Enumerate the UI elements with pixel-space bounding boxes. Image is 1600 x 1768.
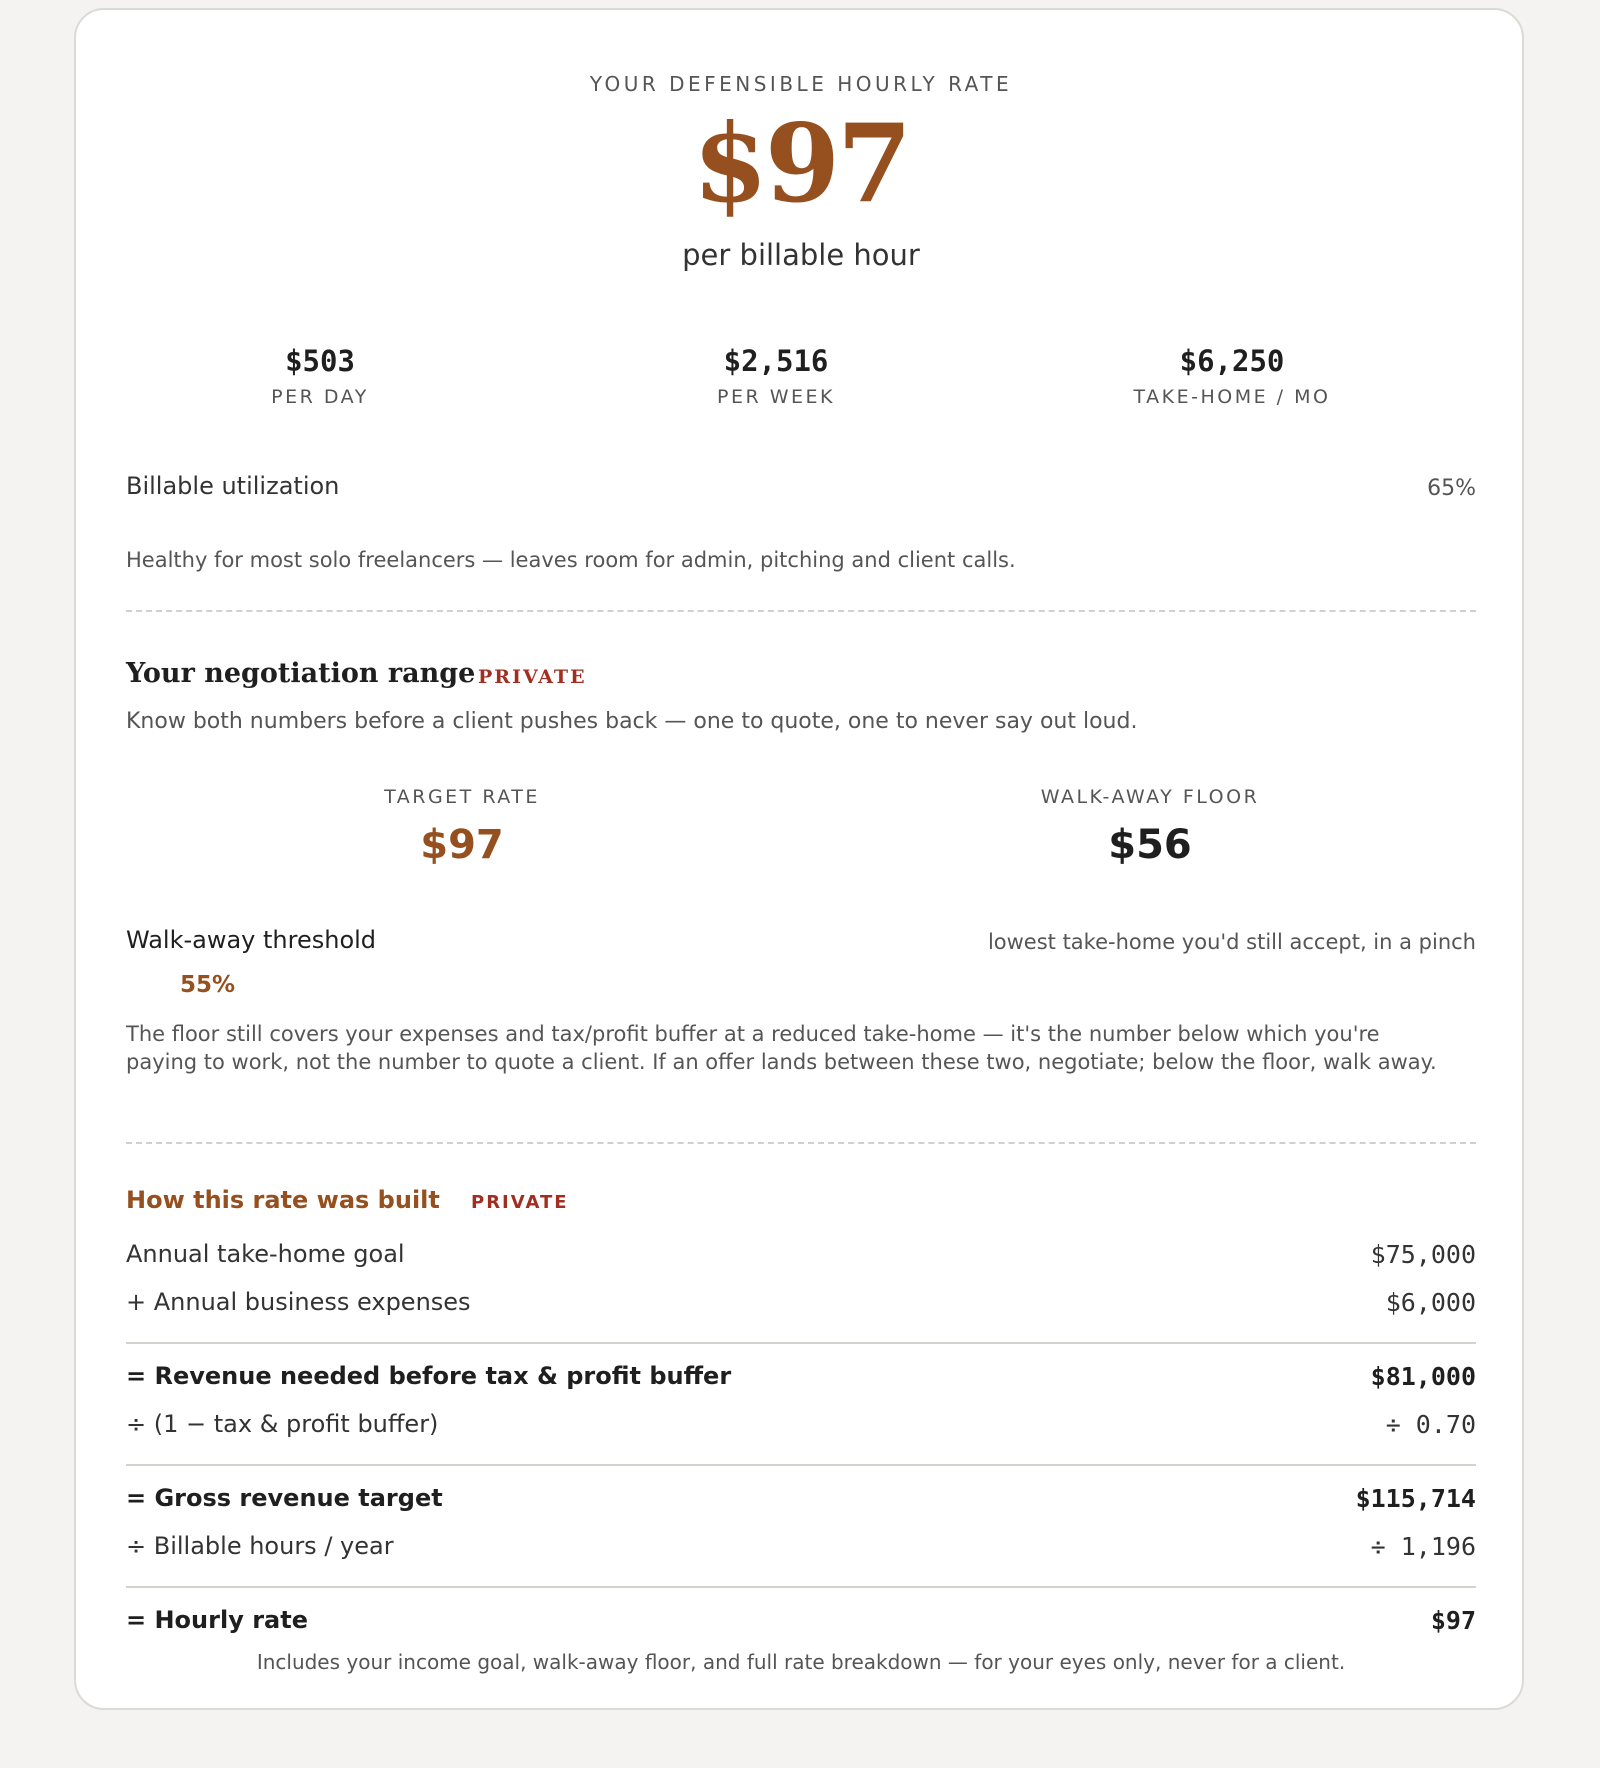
utilization-label: Billable utilization [126, 472, 340, 500]
walk-away-floor-value: $56 [1108, 822, 1192, 868]
stat-value: $503 [285, 344, 355, 378]
utilization-row [126, 472, 1476, 504]
subtotal-divider [126, 1464, 1476, 1466]
breakdown-title: How this rate was built [126, 1186, 440, 1214]
rate-summary-card [74, 8, 1524, 1710]
private-badge: PRIVATE [471, 1192, 569, 1213]
breakdown-row [126, 1532, 1476, 1572]
stat-value: $2,516 [723, 344, 829, 378]
subtotal-divider [126, 1586, 1476, 1588]
breakdown-row [126, 1362, 1476, 1402]
breakdown-label: ÷ (1 − tax & profit buffer) [126, 1410, 439, 1438]
hourly-rate-caption: per billable hour [682, 238, 920, 272]
walk-away-floor-label: WALK-AWAY FLOOR [1040, 786, 1260, 808]
negotiation-subtitle: Know both numbers before a client pushes back — one to quote, one to never say out loud. [126, 709, 1138, 734]
target-rate-label: TARGET RATE [384, 786, 540, 808]
rate-stats [126, 344, 1476, 424]
breakdown-header [126, 1186, 1476, 1220]
stat-value: $6,250 [1179, 344, 1285, 378]
breakdown-label: = Gross revenue target [126, 1484, 443, 1512]
negotiation-header [126, 658, 1476, 698]
rate-eyebrow: YOUR DEFENSIBLE HOURLY RATE [589, 72, 1013, 96]
utilization-value: 65% [1427, 476, 1476, 501]
stat-per-day [170, 344, 470, 408]
walk-away-threshold-label: Walk-away threshold [126, 926, 377, 954]
breakdown-label: = Hourly rate [126, 1606, 308, 1634]
walk-away-note: The floor still covers your expenses and tax/profit buffer at a reduced take-home — it's the number below which you're paying to work, not the number to quote a client. If an offer lands between these two, negotiate; below the floor, walk away. [126, 1022, 1437, 1075]
private-badge: PRIVATE [478, 666, 587, 688]
breakdown-value: $6,000 [1385, 1288, 1476, 1317]
breakdown-row-total [126, 1606, 1476, 1646]
walk-away-threshold-hint: lowest take-home you'd still accept, in a pinch [987, 930, 1476, 954]
section-divider [126, 610, 1476, 612]
stat-label: PER DAY [271, 386, 369, 408]
breakdown-row [126, 1484, 1476, 1524]
breakdown-row [126, 1410, 1476, 1450]
breakdown-label: = Revenue needed before tax & profit buffer [126, 1362, 732, 1390]
utilization-note: Healthy for most solo freelancers — leaves room for admin, pitching and client calls. [126, 548, 1016, 572]
breakdown-row [126, 1240, 1476, 1280]
walk-away-threshold-value-row [126, 972, 1476, 1004]
breakdown-value: $97 [1430, 1606, 1476, 1635]
breakdown-label: ÷ Billable hours / year [126, 1532, 394, 1560]
breakdown-value: ÷ 1,196 [1370, 1532, 1476, 1561]
negotiation-numbers [126, 786, 1476, 896]
stat-label: TAKE-HOME / MO [1133, 386, 1331, 408]
stat-label: PER WEEK [717, 386, 835, 408]
subtotal-divider [126, 1342, 1476, 1344]
breakdown-value: $75,000 [1370, 1240, 1476, 1269]
breakdown-value: ÷ 0.70 [1385, 1410, 1476, 1439]
walk-away-floor-block [940, 786, 1360, 868]
walk-away-threshold-row [126, 926, 1476, 958]
stat-per-week [626, 344, 926, 408]
breakdown-value: $81,000 [1370, 1362, 1476, 1391]
negotiation-title: Your negotiation range [126, 658, 476, 689]
hourly-rate-value: $97 [692, 101, 910, 227]
breakdown-label: + Annual business expenses [126, 1288, 471, 1316]
target-rate-value: $97 [420, 822, 504, 868]
section-divider [126, 1142, 1476, 1144]
breakdown-label: Annual take-home goal [126, 1240, 405, 1268]
target-rate-block [252, 786, 672, 868]
privacy-footer-note: Includes your income goal, walk-away floor, and full rate breakdown — for your eyes only, never for a client. [256, 1650, 1346, 1674]
breakdown-value: $115,714 [1355, 1484, 1476, 1513]
stat-take-home-month [1082, 344, 1382, 408]
breakdown-row [126, 1288, 1476, 1328]
walk-away-threshold-value: 55% [180, 972, 236, 998]
